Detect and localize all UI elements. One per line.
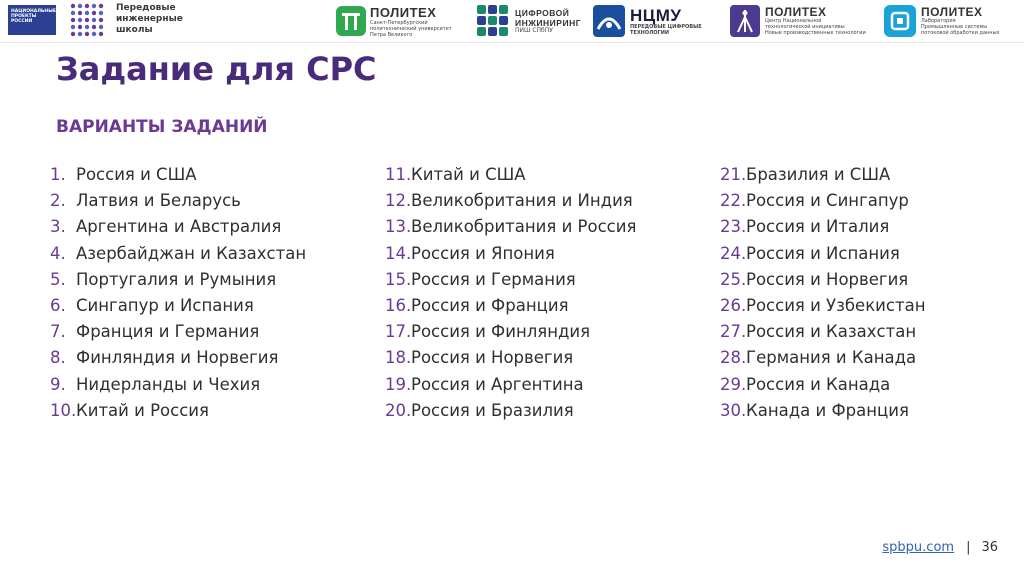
variant-text: Канада и Франция (746, 400, 909, 420)
variant-item (50, 269, 306, 295)
variant-text: Россия и Бразилия (411, 400, 574, 420)
nti-sub: технологической инициативы (765, 24, 845, 30)
variant-text: Россия и Сингапур (746, 191, 909, 211)
variant-text: Аргентина и Австралия (76, 217, 282, 237)
footer-separator: | (966, 540, 971, 555)
variant-item (385, 374, 636, 400)
variant-text: Россия и Казахстан (746, 322, 917, 342)
variant-number: 25. (720, 269, 747, 289)
variant-item (720, 347, 925, 373)
footer (882, 540, 998, 555)
header-bar (0, 0, 1024, 43)
ncmu-title: НЦМУ (630, 5, 682, 25)
lab-logo (884, 3, 999, 39)
variant-text: Великобритания и Россия (411, 217, 637, 237)
slide-subtitle: ВАРИАНТЫ ЗАДАНИЙ (56, 117, 268, 137)
pish-label (116, 3, 183, 36)
variant-text: Россия и Испания (746, 243, 900, 263)
variant-item (50, 243, 306, 269)
variant-item (50, 347, 306, 373)
variant-text: Финляндия и Норвегия (76, 348, 279, 368)
pish-line: школы (116, 25, 153, 35)
variant-item (385, 190, 636, 216)
variant-item (720, 374, 925, 400)
variant-number: 11. (385, 165, 412, 184)
variant-text: Россия и Финляндия (411, 322, 591, 342)
variant-item (385, 216, 636, 242)
variant-number: 21. (720, 165, 747, 184)
variant-text: Великобритания и Индия (411, 191, 633, 211)
digital-engineering-grid-icon (476, 4, 510, 38)
polytech-sub: Петра Великого (370, 31, 413, 38)
national-projects-logo (8, 5, 56, 35)
variant-text: Россия и Франция (411, 295, 569, 315)
variant-text: Россия и Германия (411, 269, 576, 289)
variant-text: Россия и Норвегия (746, 269, 909, 289)
variant-item (50, 295, 306, 321)
variant-number: 17. (385, 322, 412, 342)
variant-number: 23. (720, 217, 747, 237)
variant-item (720, 269, 925, 295)
variant-text: Германия и Канада (746, 348, 917, 368)
variant-item (50, 374, 306, 400)
lab-square-icon (884, 5, 916, 37)
digital-engineering-logo (476, 3, 581, 39)
variant-item (720, 164, 925, 190)
variant-text: Китай и Россия (76, 400, 209, 420)
lab-sub: Лаборатория (921, 18, 956, 24)
variant-number: 14. (385, 243, 412, 263)
pish-dots-icon (70, 3, 104, 37)
lab-sub: Промышленные системы (921, 24, 988, 30)
variant-number: 12. (385, 191, 412, 211)
variant-item (720, 321, 925, 347)
variant-item (720, 400, 925, 426)
variant-number: 19. (385, 374, 412, 394)
variant-number: 22. (720, 191, 747, 211)
ncmu-emblem-icon (593, 5, 625, 37)
variant-text: Португалия и Румыния (76, 269, 277, 289)
pish-line: инженерные (116, 14, 183, 24)
polytech-title: ПОЛИТЕХ (370, 4, 437, 20)
page-number: 36 (981, 540, 998, 555)
variant-number: 27. (720, 322, 747, 342)
polytech-logo (336, 3, 452, 39)
variant-number: 15. (385, 269, 412, 289)
variant-item (720, 295, 925, 321)
variant-item (385, 400, 636, 426)
variants-column-2 (385, 164, 636, 426)
digital-engineering-sub: ПИШ СПбПУ (515, 27, 553, 34)
variants-column-1 (50, 164, 306, 426)
national-projects-logo-text: НАЦИОНАЛЬНЫЕ ПРОЕКТЫ РОССИИ (11, 9, 56, 24)
variant-text: Россия и Япония (411, 243, 555, 263)
pish-line: Передовые (116, 3, 176, 13)
variant-number: 29. (720, 374, 747, 394)
variant-item (720, 216, 925, 242)
variant-item (385, 269, 636, 295)
variant-text: Нидерланды и Чехия (76, 374, 261, 394)
variant-number: 7. (50, 322, 66, 342)
variant-number: 5. (50, 269, 66, 289)
nti-center-logo (730, 3, 866, 39)
variants-column-3 (720, 164, 925, 426)
polytech-pi-icon (336, 6, 366, 36)
nti-title: ПОЛИТЕХ (765, 5, 827, 19)
variant-text: Россия и Норвегия (411, 348, 574, 368)
variant-number: 4. (50, 243, 66, 263)
variant-number: 20. (385, 400, 412, 420)
ncmu-sub: ПЕРЕДОВЫЕ ЦИФРОВЫЕ (630, 23, 702, 30)
variant-item (50, 164, 306, 190)
nti-sub: Новые производственные технологии (765, 30, 866, 36)
variant-number: 1. (50, 165, 66, 184)
variant-text: Россия и США (76, 165, 197, 184)
variant-text: Сингапур и Испания (76, 295, 254, 315)
variant-number: 30. (720, 400, 747, 420)
variant-text: Россия и Италия (746, 217, 890, 237)
variant-item (720, 190, 925, 216)
lab-title: ПОЛИТЕХ (921, 5, 983, 19)
nti-sub: Центр Национальной (765, 18, 822, 24)
variant-number: 26. (720, 295, 747, 315)
variant-item (385, 347, 636, 373)
variant-number: 28. (720, 348, 747, 368)
variant-number: 9. (50, 374, 66, 394)
variant-number: 3. (50, 217, 66, 237)
variant-text: Россия и Канада (746, 374, 891, 394)
variant-item (385, 243, 636, 269)
variant-number: 10. (50, 400, 77, 420)
variant-item (720, 243, 925, 269)
variant-text: Азербайджан и Казахстан (76, 243, 307, 263)
variant-item (50, 216, 306, 242)
variant-number: 6. (50, 295, 66, 315)
variant-item (385, 295, 636, 321)
digital-engineering-title: ЦИФРОВОЙ (515, 8, 570, 18)
ncmu-logo (593, 3, 702, 39)
variant-number: 8. (50, 348, 66, 368)
slide-title: Задание для СРС (56, 50, 377, 88)
variant-number: 13. (385, 217, 412, 237)
variant-text: Россия и Узбекистан (746, 295, 926, 315)
variant-text: Китай и США (411, 165, 526, 184)
lab-sub: потоковой обработки данных (921, 30, 1000, 36)
polytech-sub: Санкт-Петербургский (370, 19, 428, 26)
variant-number: 2. (50, 191, 66, 211)
variant-item (50, 190, 306, 216)
ncmu-sub: ТЕХНОЛОГИИ (630, 29, 670, 36)
variant-number: 24. (720, 243, 747, 263)
variant-text: Латвия и Беларусь (76, 191, 241, 211)
variant-text: Бразилия и США (746, 165, 891, 184)
variant-item (50, 321, 306, 347)
polytech-sub: политехнический университет (370, 25, 452, 32)
variant-text: Россия и Аргентина (411, 374, 584, 394)
variant-item (385, 164, 636, 190)
digital-engineering-title: ИНЖИНИРИНГ (515, 18, 582, 28)
variant-text: Франция и Германия (76, 322, 260, 342)
variant-number: 18. (385, 348, 412, 368)
variant-item (50, 400, 306, 426)
variant-item (385, 321, 636, 347)
site-link[interactable]: spbpu.com (882, 540, 955, 555)
nti-tower-icon (730, 5, 760, 37)
variant-number: 16. (385, 295, 412, 315)
